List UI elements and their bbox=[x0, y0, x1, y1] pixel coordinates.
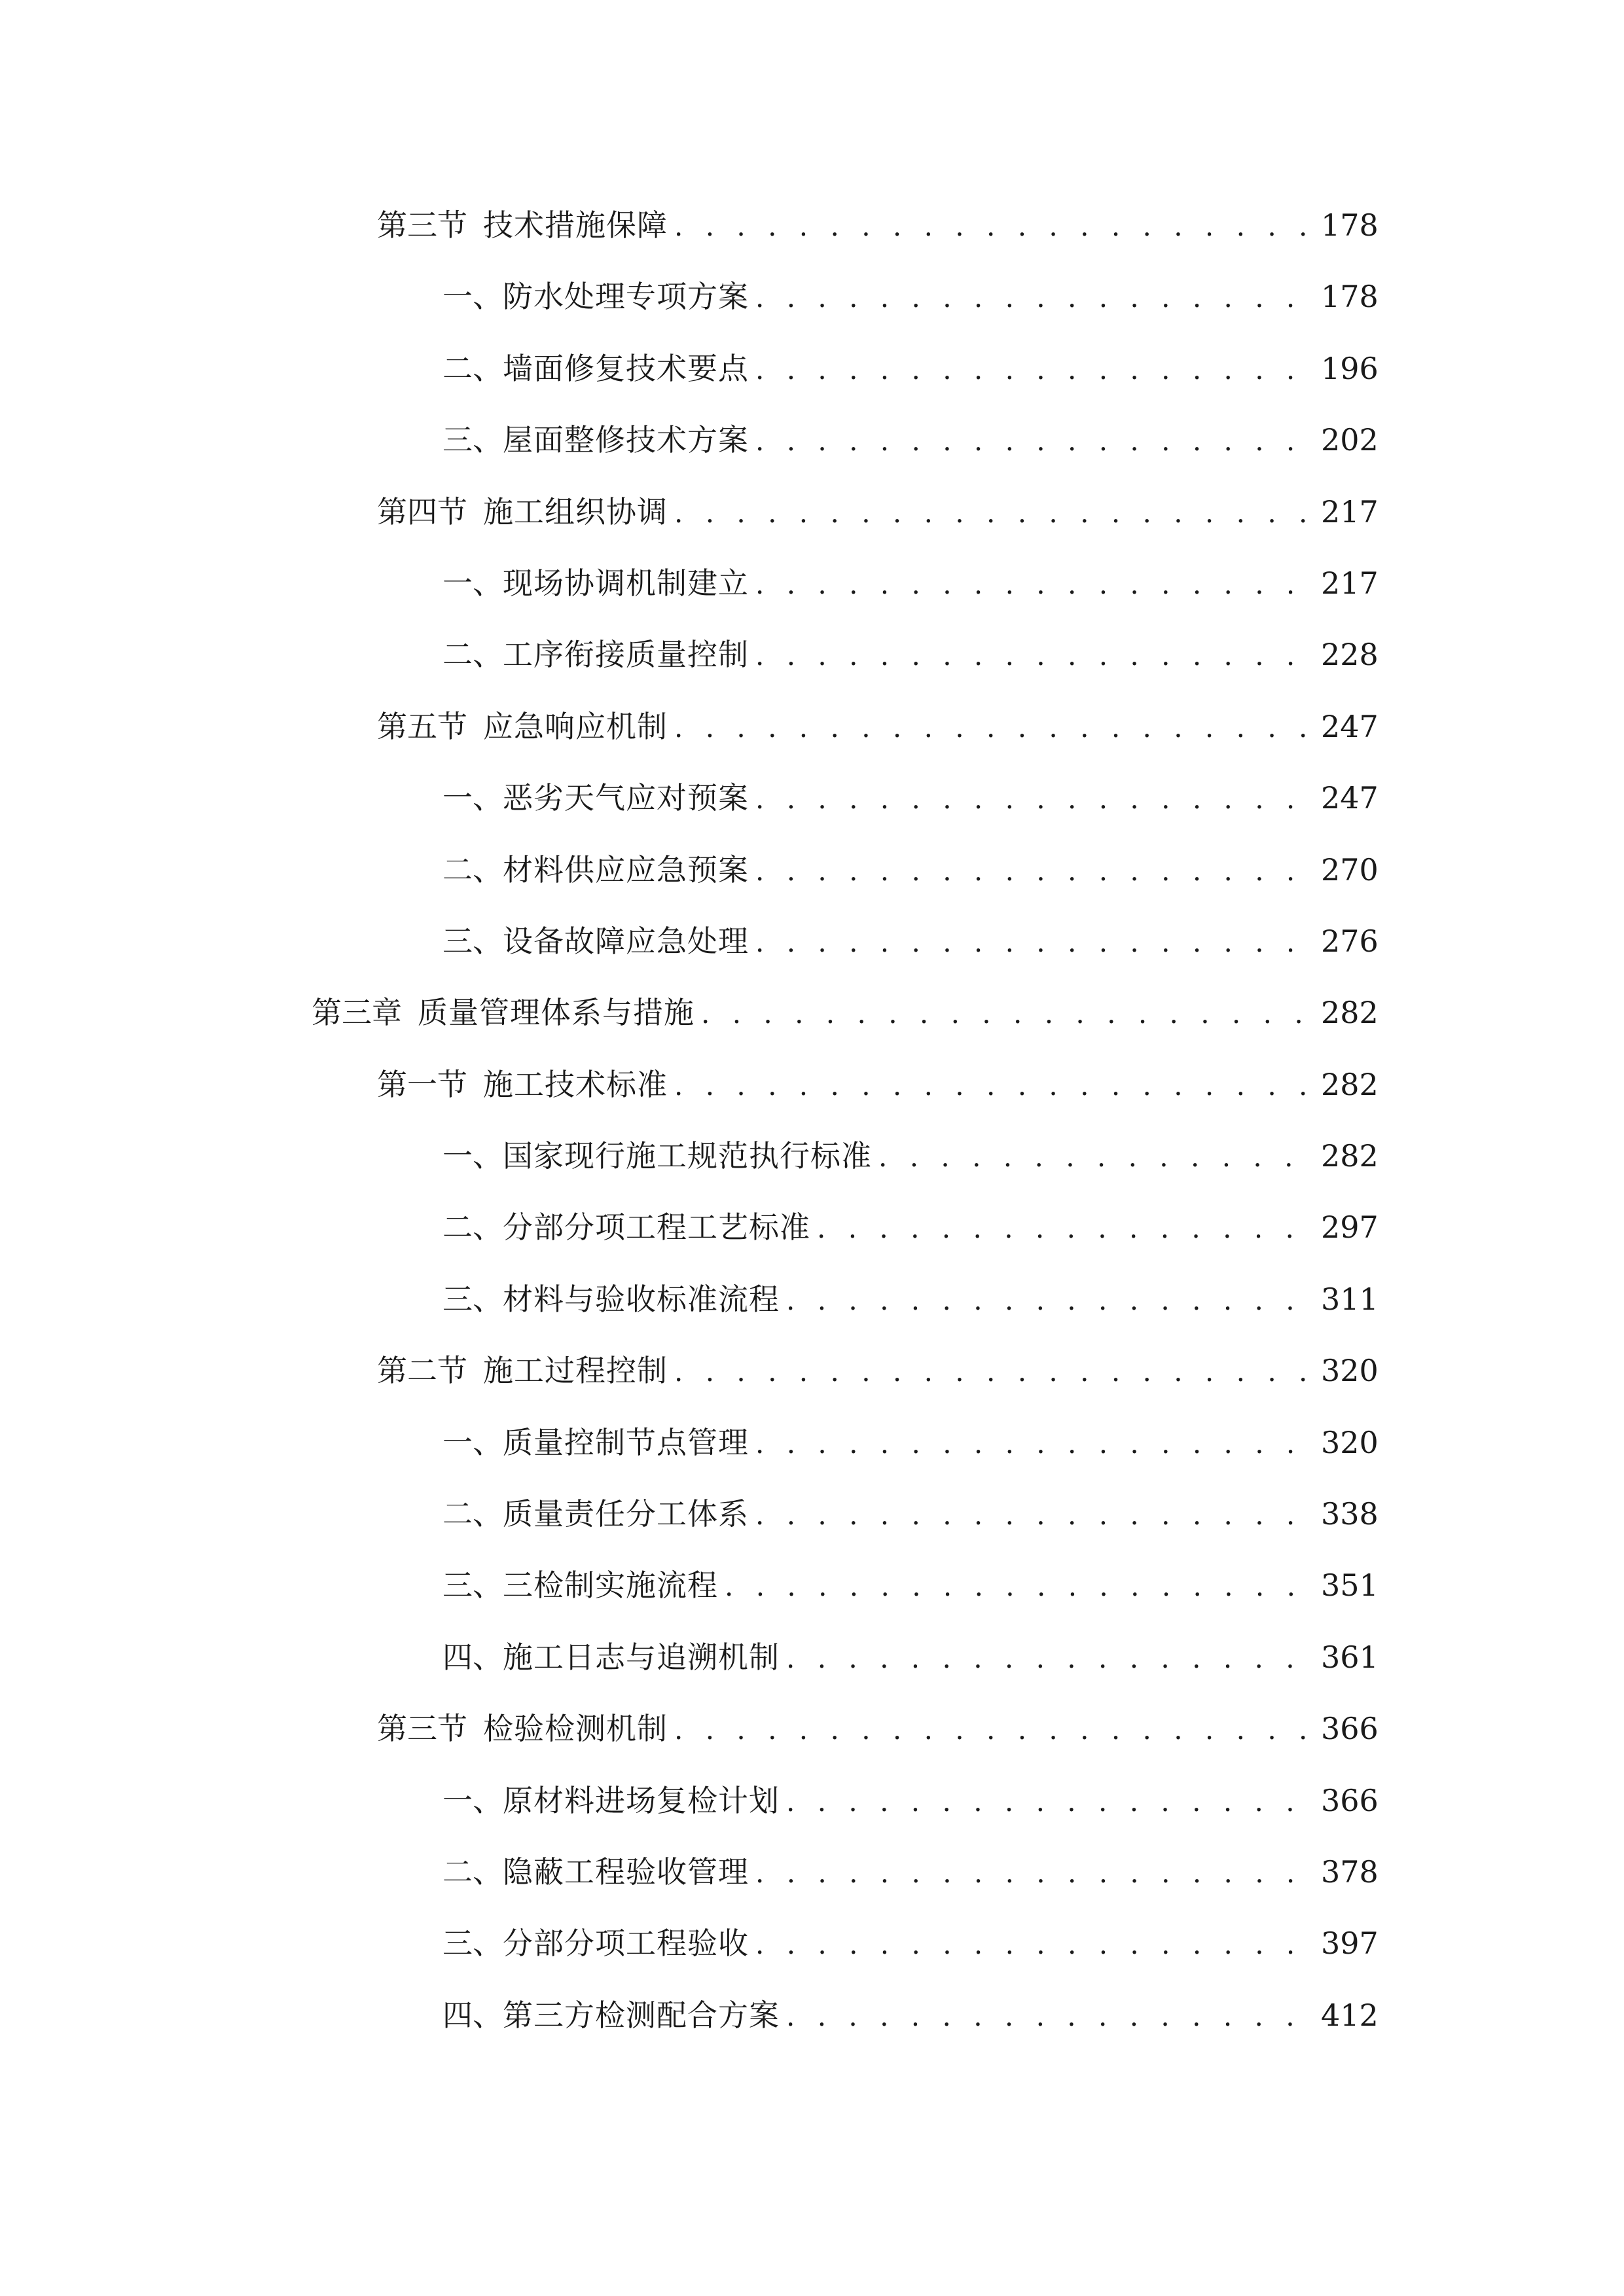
toc-entry-title: 三检制实施流程 bbox=[503, 1568, 718, 1604]
toc-dot-leader bbox=[786, 1639, 1308, 1678]
toc-entry-title: 质量管理体系与措施 bbox=[418, 995, 695, 1031]
toc-entry[interactable] bbox=[0, 1986, 1624, 2058]
toc-dot-leader bbox=[725, 1567, 1308, 1606]
toc-entry-number: 第五节 bbox=[377, 708, 467, 744]
toc-entry-title: 第三方检测配合方案 bbox=[503, 1997, 780, 2033]
table-of-contents bbox=[0, 196, 1624, 2058]
toc-entry-page: 217 bbox=[1321, 565, 1379, 601]
toc-entry-number: 一、 bbox=[442, 780, 503, 816]
toc-entry-title: 防水处理专项方案 bbox=[503, 279, 749, 315]
toc-entry-page: 178 bbox=[1321, 279, 1379, 315]
toc-entry-number: 二、 bbox=[442, 1210, 503, 1246]
toc-entry-number: 二、 bbox=[442, 1854, 503, 1890]
toc-entry-page: 276 bbox=[1321, 923, 1379, 959]
toc-entry-page: 366 bbox=[1321, 1711, 1379, 1747]
toc-entry[interactable] bbox=[0, 196, 1624, 268]
toc-entry-page: 311 bbox=[1321, 1281, 1379, 1317]
toc-entry[interactable] bbox=[0, 1127, 1624, 1198]
toc-entry-number: 一、 bbox=[442, 1424, 503, 1460]
toc-entry-page: 202 bbox=[1321, 422, 1379, 458]
toc-entry-number: 二、 bbox=[442, 350, 503, 386]
toc-entry-page: 412 bbox=[1321, 1997, 1379, 2033]
toc-dot-leader bbox=[755, 1854, 1308, 1893]
toc-entry-page: 351 bbox=[1321, 1568, 1379, 1604]
toc-dot-leader bbox=[674, 493, 1308, 533]
toc-entry-title: 墙面修复技术要点 bbox=[503, 350, 749, 386]
toc-entry-title: 现场协调机制建立 bbox=[503, 565, 749, 601]
toc-entry-title: 原材料进场复检计划 bbox=[503, 1782, 780, 1818]
toc-entry-title: 检验检测机制 bbox=[483, 1711, 668, 1747]
toc-entry-title: 应急响应机制 bbox=[483, 708, 668, 744]
toc-dot-leader bbox=[755, 1496, 1308, 1535]
toc-dot-leader bbox=[755, 350, 1308, 389]
toc-entry[interactable] bbox=[0, 912, 1624, 984]
toc-entry-page: 247 bbox=[1321, 780, 1379, 816]
toc-dot-leader bbox=[817, 1209, 1308, 1248]
toc-entry-number: 第二节 bbox=[377, 1353, 467, 1389]
toc-entry-title: 施工技术标准 bbox=[483, 1066, 668, 1102]
toc-entry-number: 三、 bbox=[442, 923, 503, 959]
toc-entry-page: 178 bbox=[1321, 207, 1379, 243]
toc-entry[interactable] bbox=[0, 1700, 1624, 1771]
toc-entry[interactable] bbox=[0, 698, 1624, 769]
toc-entry[interactable] bbox=[0, 1628, 1624, 1700]
toc-entry[interactable] bbox=[0, 1198, 1624, 1270]
toc-entry-page: 361 bbox=[1321, 1639, 1379, 1675]
toc-entry[interactable] bbox=[0, 554, 1624, 626]
toc-entry[interactable] bbox=[0, 1270, 1624, 1342]
toc-entry[interactable] bbox=[0, 1414, 1624, 1485]
toc-entry-page: 270 bbox=[1321, 852, 1379, 888]
toc-entry-page: 320 bbox=[1321, 1424, 1379, 1460]
toc-entry[interactable] bbox=[0, 268, 1624, 339]
toc-entry[interactable] bbox=[0, 1556, 1624, 1628]
toc-entry-title: 施工过程控制 bbox=[483, 1353, 668, 1389]
toc-entry[interactable] bbox=[0, 340, 1624, 411]
toc-dot-leader bbox=[755, 780, 1308, 819]
toc-dot-leader bbox=[786, 1782, 1308, 1821]
toc-entry-title: 技术措施保障 bbox=[483, 207, 668, 243]
toc-entry-title: 隐蔽工程验收管理 bbox=[503, 1854, 749, 1890]
toc-entry-page: 378 bbox=[1321, 1854, 1379, 1890]
toc-entry[interactable] bbox=[0, 841, 1624, 912]
toc-entry-title: 设备故障应急处理 bbox=[503, 923, 749, 959]
toc-entry[interactable] bbox=[0, 984, 1624, 1055]
toc-entry-page: 282 bbox=[1321, 1066, 1379, 1102]
toc-entry-title: 恶劣天气应对预案 bbox=[503, 780, 749, 816]
toc-entry-number: 第一节 bbox=[377, 1066, 467, 1102]
toc-dot-leader bbox=[674, 1710, 1308, 1749]
toc-entry-title: 分部分项工程工艺标准 bbox=[503, 1210, 810, 1246]
toc-entry-number: 三、 bbox=[442, 1568, 503, 1604]
toc-entry-title: 质量责任分工体系 bbox=[503, 1496, 749, 1532]
toc-entry[interactable] bbox=[0, 769, 1624, 840]
toc-entry-number: 二、 bbox=[442, 852, 503, 888]
toc-entry-page: 282 bbox=[1321, 1138, 1379, 1174]
toc-entry-title: 工序衔接质量控制 bbox=[503, 637, 749, 673]
toc-dot-leader bbox=[755, 1424, 1308, 1463]
toc-entry-title: 施工日志与追溯机制 bbox=[503, 1639, 780, 1675]
toc-entry-number: 一、 bbox=[442, 279, 503, 315]
toc-entry-number: 第三章 bbox=[312, 995, 402, 1031]
toc-entry[interactable] bbox=[0, 1485, 1624, 1556]
toc-entry[interactable] bbox=[0, 1914, 1624, 1986]
toc-entry-number: 四、 bbox=[442, 1997, 503, 2033]
toc-entry-title: 屋面整修技术方案 bbox=[503, 422, 749, 458]
toc-dot-leader bbox=[755, 1925, 1308, 1964]
toc-entry[interactable] bbox=[0, 626, 1624, 697]
toc-dot-leader bbox=[701, 994, 1308, 1033]
toc-dot-leader bbox=[755, 852, 1308, 891]
toc-entry[interactable] bbox=[0, 1342, 1624, 1413]
toc-dot-leader bbox=[674, 1352, 1308, 1391]
toc-entry-number: 二、 bbox=[442, 1496, 503, 1532]
toc-entry[interactable] bbox=[0, 1772, 1624, 1843]
toc-entry-title: 质量控制节点管理 bbox=[503, 1424, 749, 1460]
toc-entry-number: 一、 bbox=[442, 1782, 503, 1818]
toc-entry-title: 国家现行施工规范执行标准 bbox=[503, 1138, 872, 1174]
toc-entry-number: 二、 bbox=[442, 637, 503, 673]
toc-entry-page: 217 bbox=[1321, 493, 1379, 529]
toc-entry-page: 282 bbox=[1321, 995, 1379, 1031]
toc-entry-number: 第四节 bbox=[377, 493, 467, 529]
toc-entry-title: 材料与验收标准流程 bbox=[503, 1281, 780, 1317]
toc-dot-leader bbox=[878, 1138, 1308, 1177]
toc-dot-leader bbox=[674, 1066, 1308, 1105]
toc-dot-leader bbox=[786, 1997, 1308, 2036]
toc-entry-number: 三、 bbox=[442, 1926, 503, 1962]
toc-entry-number: 一、 bbox=[442, 565, 503, 601]
toc-entry-number: 四、 bbox=[442, 1639, 503, 1675]
toc-entry[interactable] bbox=[0, 1056, 1624, 1127]
toc-entry-page: 247 bbox=[1321, 708, 1379, 744]
toc-entry-number: 一、 bbox=[442, 1138, 503, 1174]
toc-entry-title: 材料供应应急预案 bbox=[503, 852, 749, 888]
toc-entry-number: 三、 bbox=[442, 422, 503, 458]
toc-dot-leader bbox=[674, 207, 1308, 246]
toc-dot-leader bbox=[755, 636, 1308, 675]
toc-entry-page: 366 bbox=[1321, 1782, 1379, 1818]
toc-dot-leader bbox=[674, 708, 1308, 747]
toc-dot-leader bbox=[786, 1281, 1308, 1320]
toc-entry-page: 338 bbox=[1321, 1496, 1379, 1532]
toc-dot-leader bbox=[755, 422, 1308, 461]
toc-entry-title: 施工组织协调 bbox=[483, 493, 668, 529]
toc-entry[interactable] bbox=[0, 1843, 1624, 1914]
toc-entry-number: 第三节 bbox=[377, 207, 467, 243]
toc-entry-page: 320 bbox=[1321, 1353, 1379, 1389]
toc-entry-title: 分部分项工程验收 bbox=[503, 1926, 749, 1962]
toc-dot-leader bbox=[755, 278, 1308, 317]
toc-entry-number: 三、 bbox=[442, 1281, 503, 1317]
toc-entry[interactable] bbox=[0, 483, 1624, 554]
toc-dot-leader bbox=[755, 565, 1308, 604]
toc-entry-number: 第三节 bbox=[377, 1711, 467, 1747]
toc-entry[interactable] bbox=[0, 411, 1624, 482]
toc-entry-page: 297 bbox=[1321, 1210, 1379, 1246]
toc-entry-page: 397 bbox=[1321, 1926, 1379, 1962]
toc-entry-page: 228 bbox=[1321, 637, 1379, 673]
toc-entry-page: 196 bbox=[1321, 350, 1379, 386]
toc-dot-leader bbox=[755, 923, 1308, 962]
